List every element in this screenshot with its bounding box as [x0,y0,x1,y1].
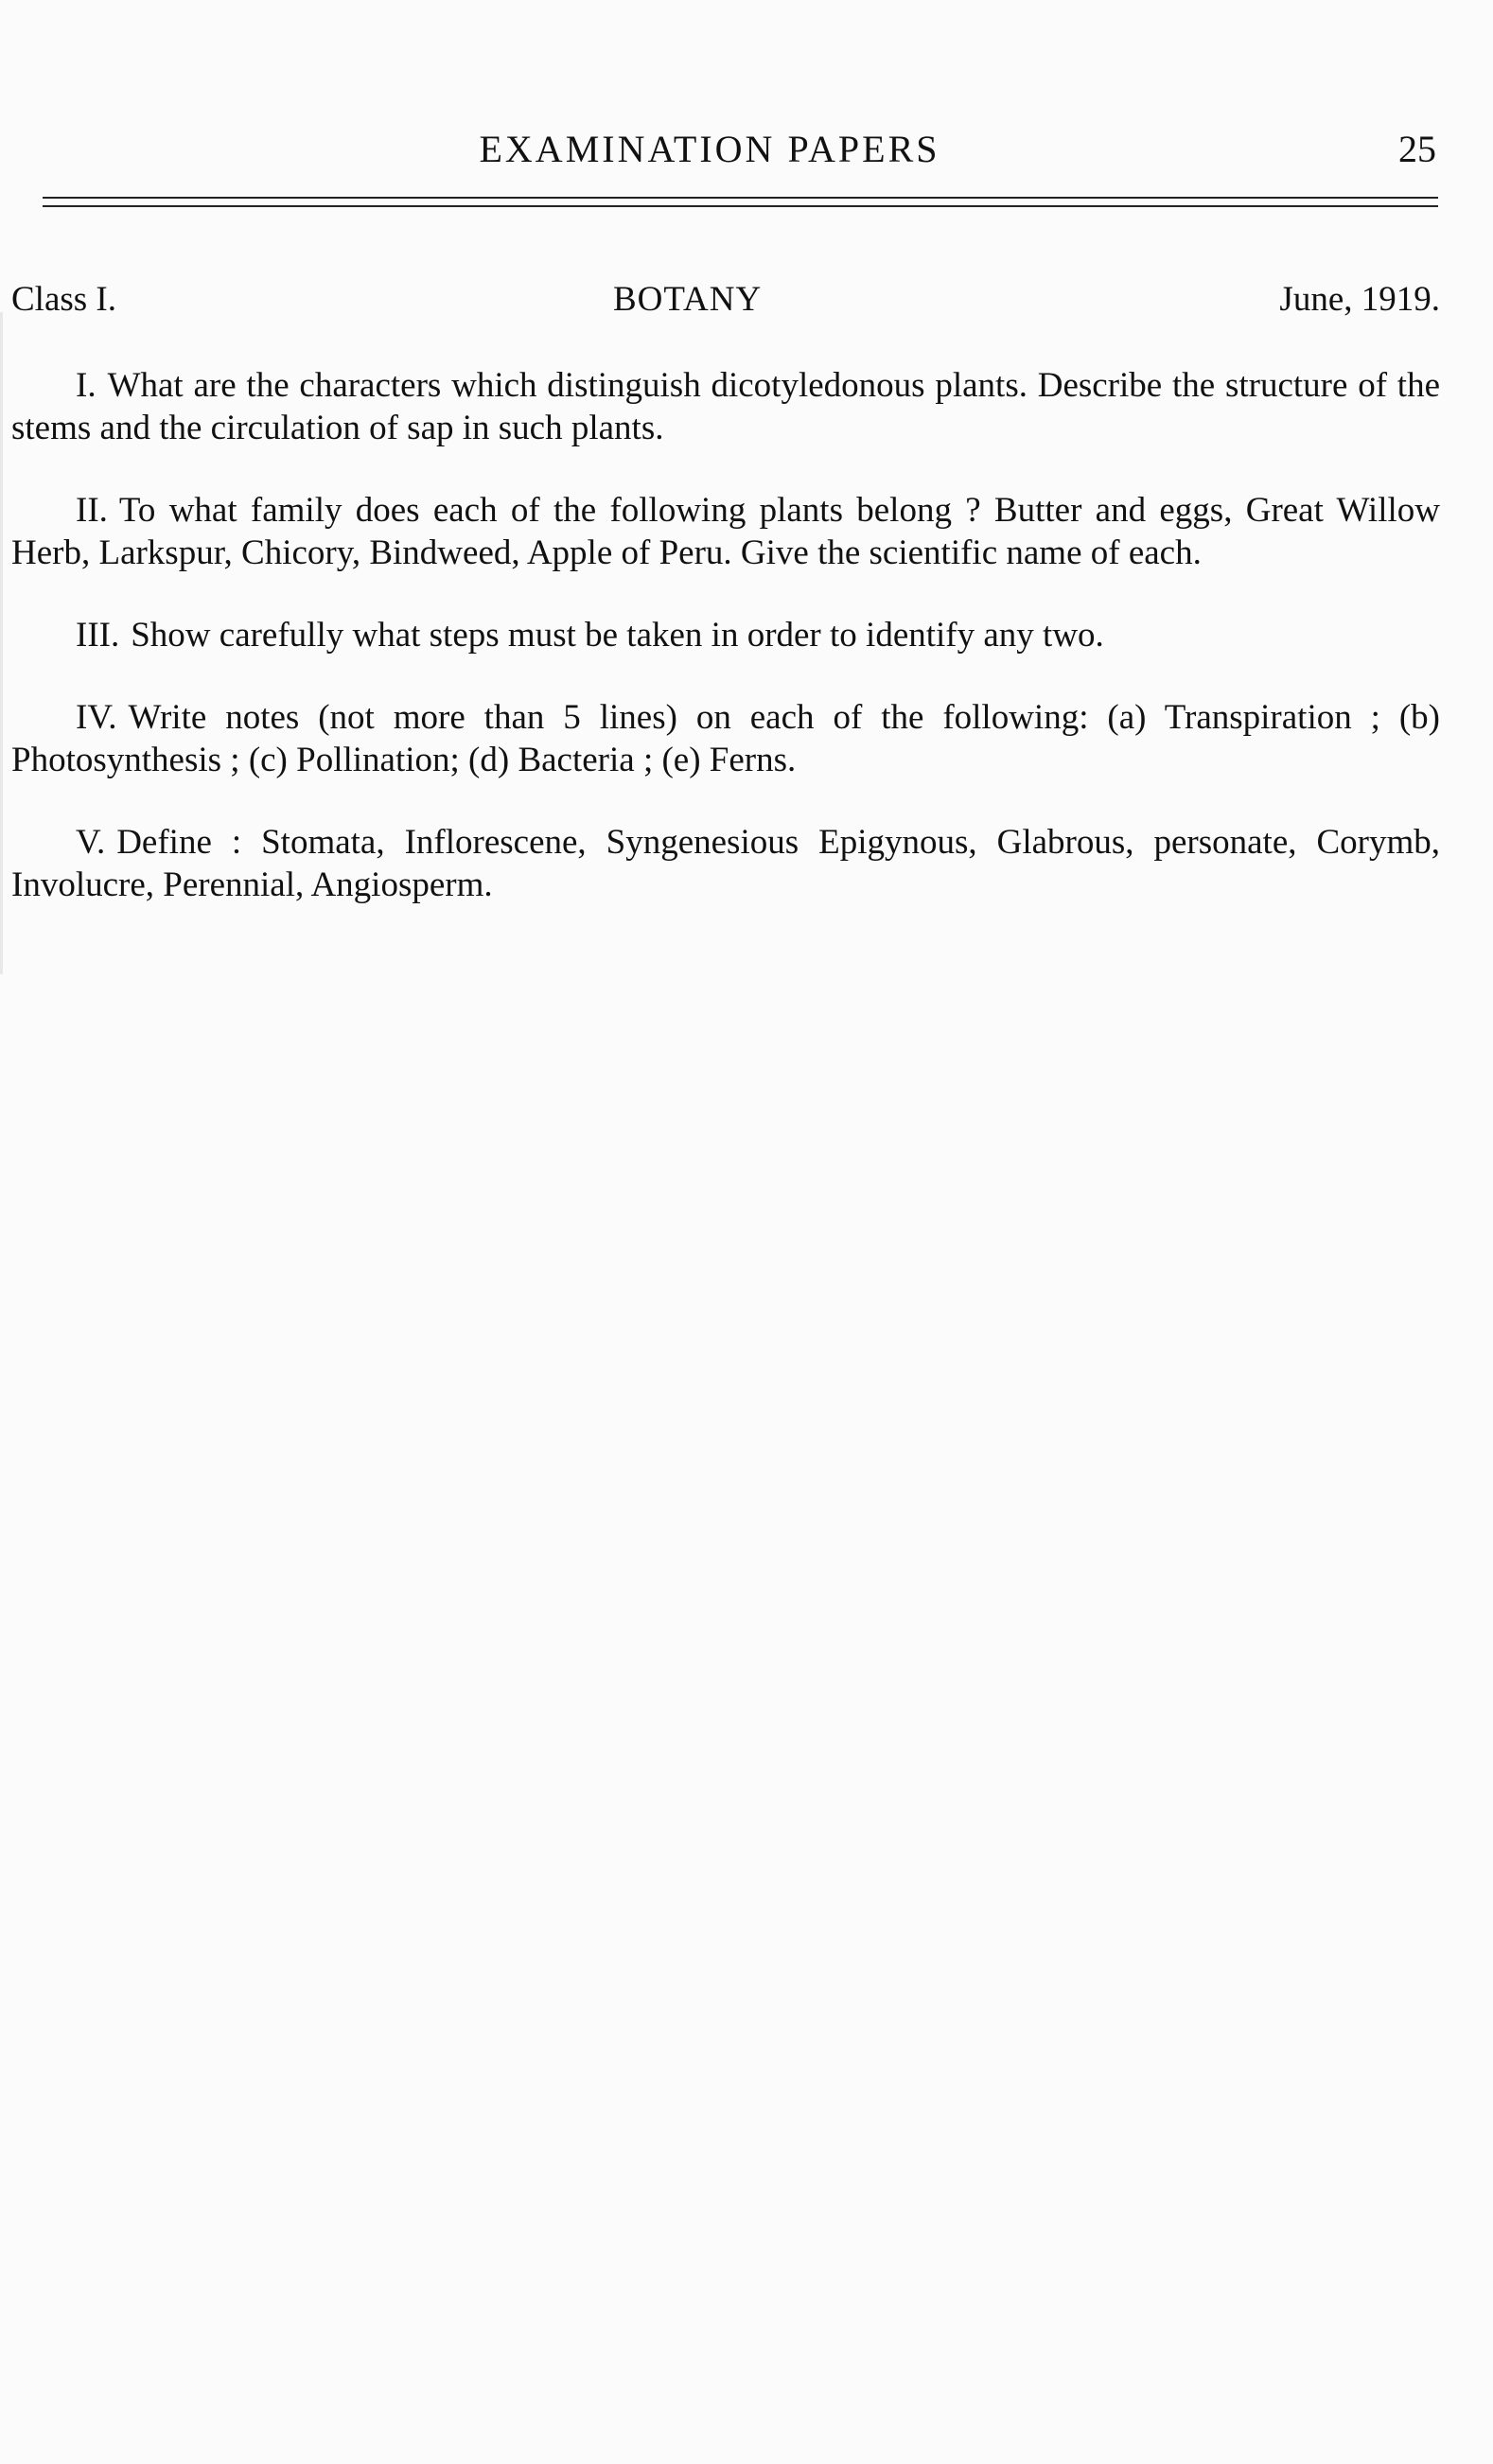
question-item [11,614,1440,656]
question-number: III. [76,616,120,655]
question-item [11,696,1440,781]
page-number: 25 [1398,128,1436,170]
question-text: Write notes (not more than 5 lines) on each of the following: (a) Transpiration ; (b) Photosynthesis ; (c) Pollination; (d) Bacteria ; (e) Ferns. [11,698,1440,779]
question-item [11,489,1440,574]
question-number: II. [76,491,108,530]
page-edge-shadow [0,312,3,974]
exam-date: June, 1919. [1279,280,1440,319]
question-text: To what family does each of the following plants belong ? Butter and eggs, Great Willow Herb, Larkspur, Chicory, Bindweed, Apple of Peru. Give the scientific name of each. [11,491,1440,572]
question-number: IV. [76,698,117,737]
subject-title: BOTANY [613,280,763,319]
class-label: Class I. [11,280,116,319]
question-text: Show carefully what steps must be taken in order to identify any two. [131,616,1104,655]
header-rule [43,205,1438,207]
question-text: What are the characters which distinguish dicotyledonous plants. Describe the structure of the stems and the circulation of sap in such plants. [11,366,1440,447]
exam-header [11,279,1440,336]
question-item [11,364,1440,449]
running-head [0,123,1493,176]
question-text: Define : Stomata, Inflorescene, Syngenesious Epigynous, Glabrous, personate, Corymb, Involucre, Perennial, Angiosperm. [11,823,1440,904]
running-title: EXAMINATION PAPERS [479,128,940,170]
question-number: V. [76,823,106,862]
question-item [11,821,1440,906]
question-number: I. [76,366,97,405]
header-rule [43,197,1438,199]
question-list [11,364,1440,946]
